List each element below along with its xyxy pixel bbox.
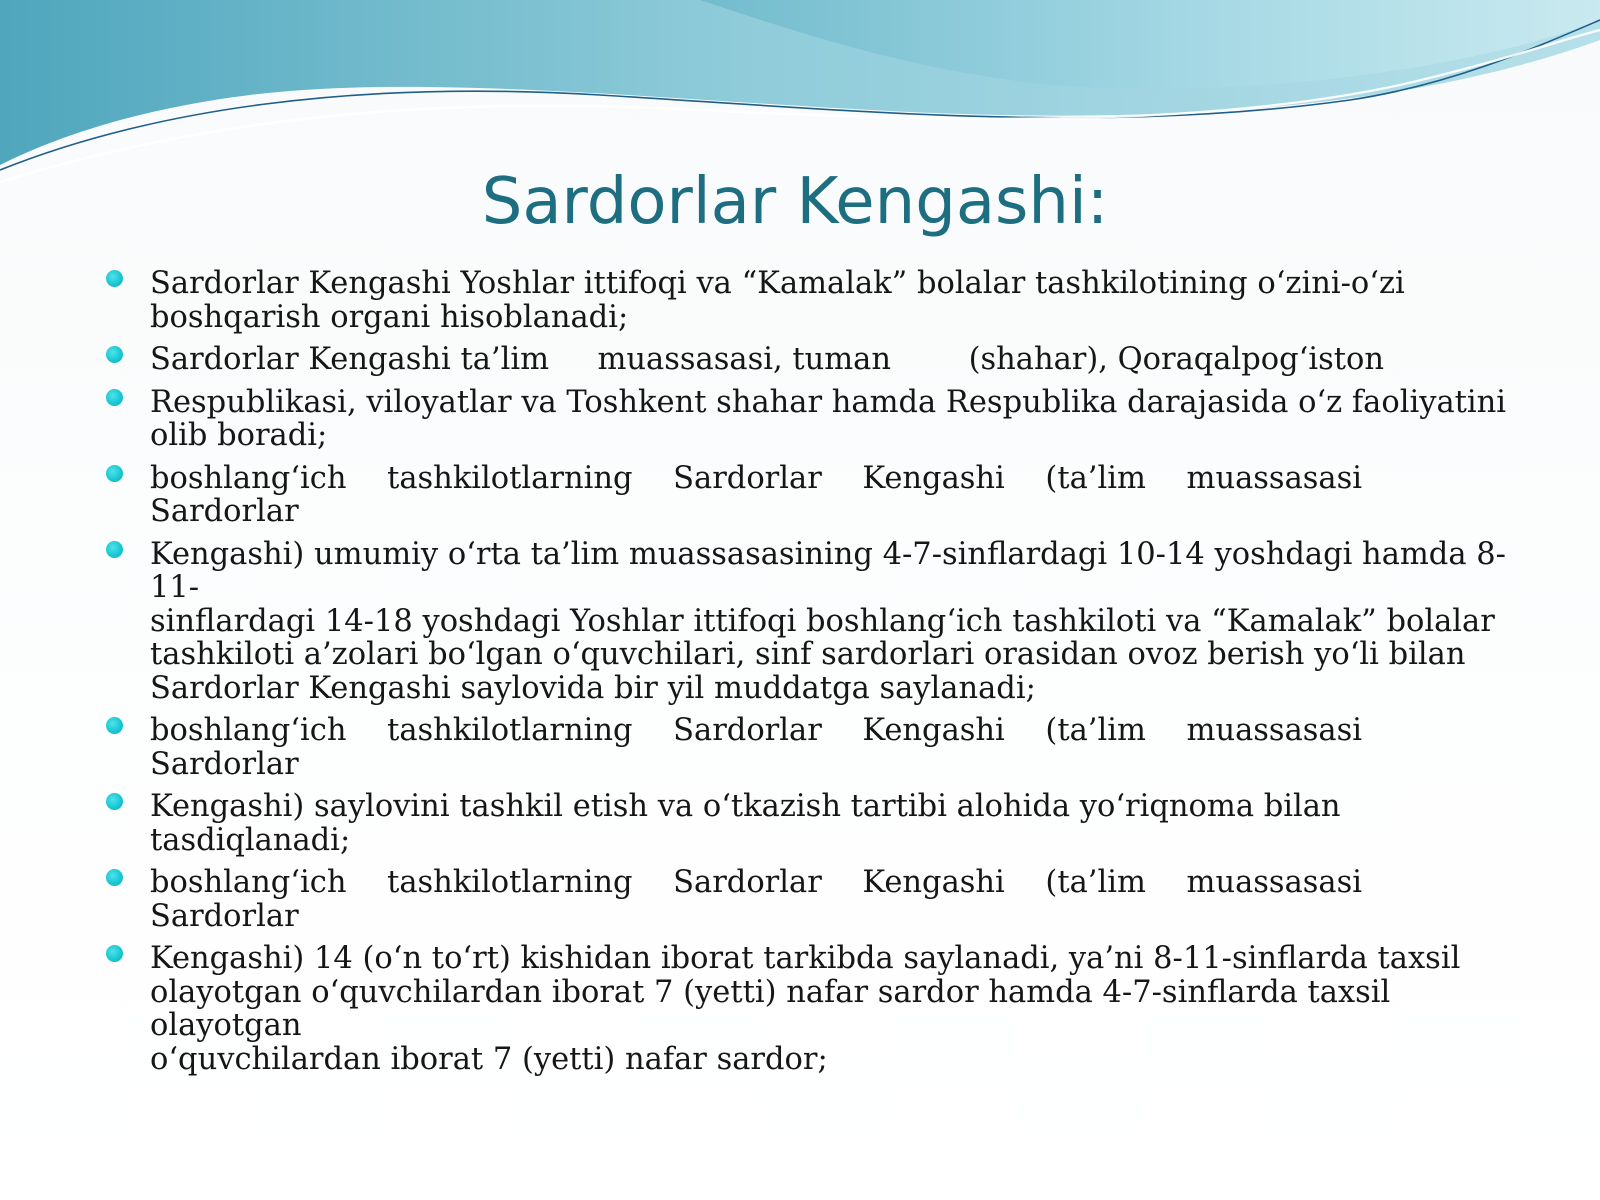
bullet-item: [104, 538, 1524, 706]
bullet-line: Respublikasi, viloyatlar va Toshkent shahar hamda Respublika darajasida o‘z faoliyatini: [150, 384, 1507, 420]
bullet-line: Sardorlar Kengashi Yoshlar ittifoqi va “Kamalak” bolalar tashkilotining o‘zini-o‘zi: [150, 266, 1405, 301]
bullet-line: olayotgan o‘quvchilardan iborat 7 (yetti) nafar sardor hamda 4-7-sinflarda taxsil olayotgan: [150, 974, 1391, 1043]
bullet-line: sinflardagi 14-18 yoshdagi Yoshlar ittifoqi boshlang‘ich tashkiloti va “Kamalak” bolalar: [150, 603, 1495, 639]
bullet-line: Sardorlar: [150, 494, 299, 529]
slide-title: Sardorlar Kengashi:: [481, 165, 1109, 239]
teal-dot-icon: [106, 465, 123, 482]
bullet-line: Kengashi) saylovini tashkil etish va o‘tkazish tartibi alohida yo‘riqnoma bilan tasdiqlanadi;: [150, 789, 1341, 858]
bullet-line: boshlang‘ich tashkilotlarning Sardorlar Kengashi (ta’lim muassasasi: [150, 460, 1362, 496]
bullet-item: [104, 267, 1524, 334]
teal-dot-icon: [106, 945, 123, 962]
bullet-line: boshqarish organi hisoblanadi;: [150, 299, 629, 335]
bullet-line: Sardorlar Kengashi saylovida bir yil muddatga saylanadi;: [150, 670, 1036, 706]
bullet-list: [104, 267, 1524, 1085]
bullet-item: [104, 386, 1524, 453]
bullet-line: Sardorlar: [150, 746, 299, 782]
bullet-item: [104, 942, 1524, 1076]
bullet-line: Sardorlar Kengashi ta’lim muassasasi, tuman (shahar), Qoraqalpog‘iston: [150, 342, 1385, 377]
bullet-item: [104, 866, 1524, 933]
teal-dot-icon: [106, 346, 123, 363]
bullet-item: [104, 462, 1524, 529]
teal-dot-icon: [106, 389, 123, 406]
bullet-item: [104, 714, 1524, 781]
teal-dot-icon: [106, 869, 123, 886]
bullet-line: boshlang‘ich tashkilotlarning Sardorlar Kengashi (ta’lim muassasasi: [150, 713, 1362, 748]
bullet-item: [104, 790, 1524, 857]
bullet-line: Kengashi) 14 (o‘n to‘rt) kishidan iborat tarkibda saylanadi, ya’ni 8-11-sinflarda taxsil: [150, 941, 1461, 976]
teal-dot-icon: [106, 793, 123, 810]
bullet-line: Sardorlar: [150, 898, 299, 934]
bullet-line: olib boradi;: [150, 418, 328, 453]
teal-dot-icon: [106, 270, 123, 287]
bullet-line: boshlang‘ich tashkilotlarning Sardorlar Kengashi (ta’lim muassasasi: [150, 865, 1362, 900]
teal-dot-icon: [106, 541, 123, 558]
teal-dot-icon: [106, 717, 123, 734]
bullet-line: Kengashi) umumiy o‘rta ta’lim muassasasining 4-7-sinflardagi 10-14 yoshdagi hamda 8-11-: [150, 536, 1506, 605]
bullet-line: o‘quvchilardan iborat 7 (yetti) nafar sardor;: [150, 1041, 828, 1077]
bullet-item: [104, 343, 1524, 377]
bullet-line: tashkiloti a’zolari bo‘lgan o‘quvchilari, sinf sardorlari orasidan ovoz berish yo‘li bilan: [150, 637, 1466, 672]
